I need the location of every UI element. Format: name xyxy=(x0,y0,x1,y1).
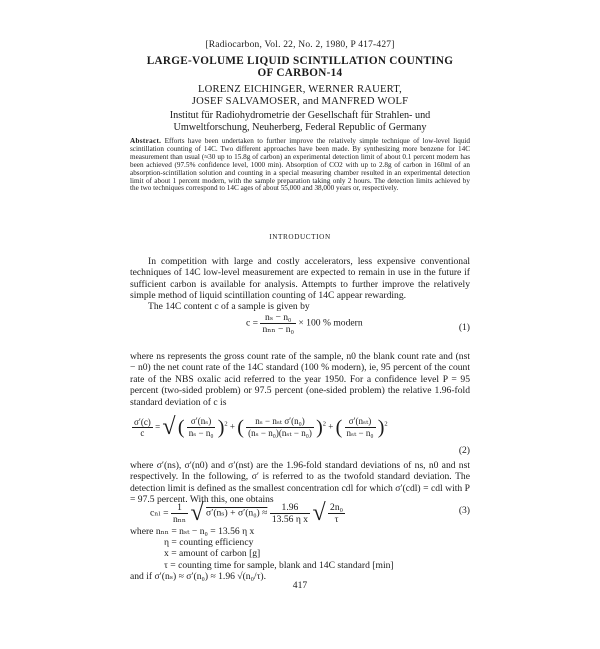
equation-3-number: (3) xyxy=(458,505,470,516)
eq1-fraction xyxy=(260,312,295,335)
eq3-fraction-2 xyxy=(270,502,310,525)
eq1-lhs: c = xyxy=(246,317,259,329)
abstract-text: Efforts have been undertaken to further improve the relatively simple technique of low-level liquid scintillation counting of 14C. Two different approaches have been made. By synthesizing more benzene for 14C measurement than usual (≈30 up to 15.8g of carbon) an experimental detection limit of about 0.1 percent modern has been achieved (97.5% confidence level, 1000 min). Absorption of CO2 with up to 2.8g of carbon in 160ml of an absorption-scintillation solution and counting in a special measuring chamber resulted in an experimental detection limit of about 1 percent modern, with the sample preparation taking only 2 hours. The detection limits achieved by the two techniques correspond to 14C ages of about 55,000 and 38,000 years or, respectively. xyxy=(130,137,471,193)
variable-definitions xyxy=(130,526,470,582)
intro-paragraph-1: In competition with large and costly accelerators, less expensive conventional techniques of 14C low-level measurement are expected to remain in use in the future if sufficient carbon is available for analysis. Attempts to further improve the relatively simple method of liquid scintillation counting of 14C appear rewarding. xyxy=(130,256,470,302)
authors xyxy=(0,84,600,108)
intro-paragraph-4: where σ′(ns), σ′(n0) and σ′(nst) are the 1.96-fold standard deviations of ns, n0 and nst respectively. In the following, σ′ is referred to as the twofold standard deviation. The detection limit is defined as the smallest concentration cdl for which σ′(cdl) = cdl with P = 97.5 percent. With this, one obtains xyxy=(130,460,470,506)
abstract-label: Abstract. xyxy=(130,137,162,145)
eq2-term-2 xyxy=(246,416,314,439)
equation-2: $\frac{\sigma'(c)}{c}$ = √ ( $\frac{\text{σ′(nₛ)}}{\text{nₛ − n₀}}$ )$^2$ + ( $\frac{\text{nₛ − nₛₜ σ′(n₀)}}{\text{(nₛ − n₀)(nₛₜ − n₀)}}$ )$^2$ + ( $\frac{\text{σ′(nₛₜ)}}{\text{nₛₜ − n₀}}$ )$^2$ xyxy=(134,414,388,440)
equation-1 xyxy=(246,312,363,335)
eq3-lhs: cₙₗ = xyxy=(150,507,169,519)
eq3-f2-numerator: 1.96 xyxy=(270,502,310,514)
affiliation xyxy=(0,110,600,135)
eq2-term-2-numerator: nₛ − nₛₜ σ′(n₀) xyxy=(246,416,314,428)
eq2-term-2-denominator: (nₛ − n₀)(nₛₜ − n₀) xyxy=(248,428,312,438)
intro-paragraph-2: The 14C content c of a sample is given by xyxy=(148,301,310,312)
eq2-term-3-numerator: σ′(nₛₜ) xyxy=(345,416,376,428)
eq2-lhs-numerator: σ′(c) xyxy=(134,417,151,427)
eq2-term-1-denominator: nₛ − n₀ xyxy=(188,428,214,438)
title-line-2: OF CARBON-14 xyxy=(257,67,343,79)
equation-2-number: (2) xyxy=(458,445,470,456)
eq1-denominator: nₙₙ − n₀ xyxy=(262,324,294,335)
definition-line: τ = counting time for sample, blank and 14C standard [min] xyxy=(164,559,394,571)
section-heading-introduction: INTRODUCTION xyxy=(269,233,331,241)
eq3-fraction-3 xyxy=(328,502,345,525)
eq3-f3-numerator: 2n₀ xyxy=(330,502,343,513)
eq3-f2-denominator: 13.56 η x xyxy=(271,514,309,525)
definition-line: where nₙₙ = nₛₜ − n₀ = 13.56 η x xyxy=(130,526,255,537)
eq2-term-1 xyxy=(187,416,216,439)
equation-3 xyxy=(150,500,345,527)
equation-1-number: (1) xyxy=(458,322,470,333)
eq2-term-3-denominator: nₛₜ − n₀ xyxy=(346,428,374,438)
definition-line: η = counting efficiency xyxy=(164,537,254,549)
sqrt-sign: √ xyxy=(162,414,176,440)
definition-line: x = amount of carbon [g] xyxy=(164,548,261,560)
eq2-term-3 xyxy=(345,416,376,439)
authors-line-2: JOSEF SALVAMOSER, and MANFRED WOLF xyxy=(191,96,409,108)
eq3-fraction-1 xyxy=(171,502,188,525)
eq1-rhs: × 100 % modern xyxy=(298,317,363,329)
eq2-lhs xyxy=(132,417,153,438)
page-number: 417 xyxy=(292,580,308,591)
authors-line-1: LORENZ EICHINGER, WERNER RAUERT, xyxy=(198,84,402,95)
paper-title xyxy=(0,55,600,79)
eq2-term-1-numerator: σ′(nₛ) xyxy=(187,416,216,428)
definition-line: and if σ′(nₛ) ≈ σ′(n₀) ≈ 1.96 √(n₀/τ). xyxy=(130,570,267,582)
affiliation-line-1: Institut für Radiohydrometrie der Gesellschaft für Strahlen- und xyxy=(169,110,431,121)
eq3-f3-denominator: τ xyxy=(334,514,339,525)
sqrt-sign: √ xyxy=(190,500,204,526)
affiliation-line-2: Umweltforschung, Neuherberg, Federal Republic of Germany xyxy=(173,122,427,134)
eq2-lhs-denominator: c xyxy=(140,428,145,438)
abstract xyxy=(130,138,470,193)
sqrt-sign: √ xyxy=(312,500,326,526)
intro-paragraph-3: where ns represents the gross count rate of the sample, n0 the blank count rate and (nst − n0) the net count rate of the 14C standard (100 % modern), ie, 95 percent of the count rate of the NBS oxalic acid referred to the year 1950. For a confidence level P = 95 percent (two-sided problem) or 97.5 percent (one-sided problem) the relative 1.96-fold standard deviation of c is xyxy=(130,351,470,408)
eq1-numerator: nₛ − n₀ xyxy=(260,312,295,324)
title-line-1: LARGE-VOLUME LIQUID SCINTILLATION COUNTING xyxy=(146,55,454,67)
eq3-f1-denominator: nₙₙ xyxy=(172,514,187,525)
eq3-f1-numerator: 1 xyxy=(171,502,188,514)
journal-citation: [Radiocarbon, Vol. 22, No. 2, 1980, P 417-427] xyxy=(205,40,395,50)
eq3-inner: σ′(nₛ) + σ′(n₀) ≈ xyxy=(206,507,268,519)
